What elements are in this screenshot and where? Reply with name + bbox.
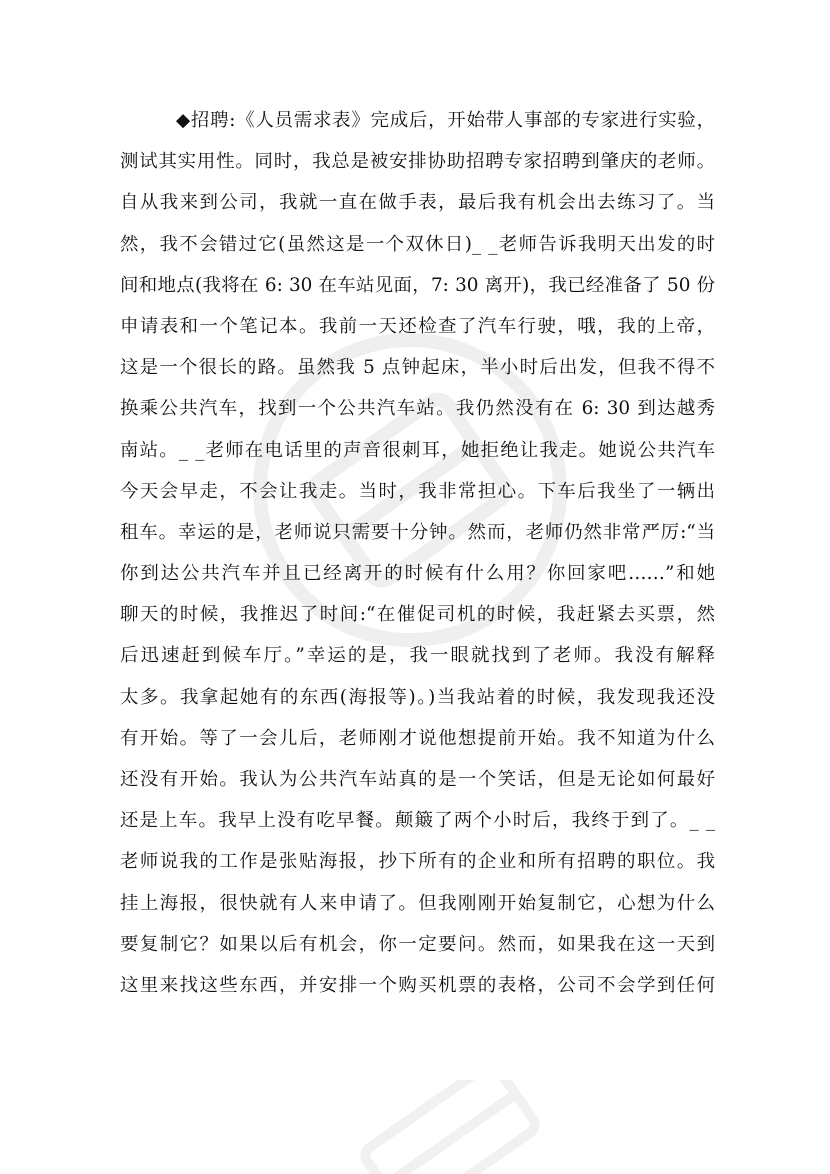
text-line: 要复制它？如果以后有机会，你一定要问。然而，如果我在这一天到: [120, 933, 715, 955]
text-line: 然，我不会错过它(虽然这是一个双休日)_ _老师告诉我明天出发的时: [120, 233, 715, 255]
text-line: 自从我来到公司，我就一直在做手表，最后我有机会出去练习了。当: [120, 192, 715, 214]
text-line: 还是上车。我早上没有吃早餐。颠簸了两个小时后，我终于到了。_ _: [120, 810, 715, 832]
text-line: 老师说我的工作是张贴海报，抄下所有的企业和所有招聘的职位。我: [120, 851, 715, 873]
text-line: ◆招聘:《人员需求表》完成后，开始带人事部的专家进行实验，: [176, 110, 715, 131]
body-text: [120, 100, 715, 1006]
text-line: 租车。幸运的是，老师说只需要十分钟。然而，老师仍然非常严厉:“当: [120, 521, 715, 543]
text-line: 这里来找这些东西，并安排一个购买机票的表格，公司不会学到任何: [120, 974, 715, 996]
text-line: 还没有开始。我认为公共汽车站真的是一个笑话，但是无论如何最好: [120, 769, 715, 790]
text-line: 测试其实用性。同时，我总是被安排协助招聘专家招聘到肇庆的老师。: [120, 151, 715, 173]
text-line: 间和地点(我将在 6: 30 在车站见面，7: 30 离开)，我已经准备了 50 份: [120, 274, 715, 296]
text-line: 这是一个很长的路。虽然我 5 点钟起床，半小时后出发，但我不得不: [120, 357, 715, 379]
text-line: 聊天的时候，我推迟了时间:“在催促司机的时候，我赶紧去买票，然: [120, 604, 715, 626]
text-line: 今天会早走，不会让我走。当时，我非常担心。下车后我坐了一辆出: [120, 480, 715, 502]
text-line: 换乘公共汽车，找到一个公共汽车站。我仍然没有在 6: 30 到达越秀: [120, 398, 715, 420]
text-line: 挂上海报，很快就有人来申请了。但我刚刚开始复制它，心想为什么: [120, 892, 715, 914]
text-line: 太多。我拿起她有的东西(海报等)。)当我站着的时候，我发现我还没: [120, 686, 715, 708]
text-line: 有开始。等了一会儿后，老师刚才说他想提前开始。我不知道为什么: [120, 727, 715, 749]
text-line: 后迅速赶到候车厅。”幸运的是，我一眼就找到了老师。我没有解释: [120, 645, 715, 667]
text-line: 申请表和一个笔记本。我前一天还检查了汽车行驶，哦，我的上帝，: [120, 315, 715, 337]
text-line: 南站。_ _老师在电话里的声音很刺耳，她拒绝让我走。她说公共汽车: [120, 439, 715, 461]
watermark-bottom-icon: [330, 1080, 570, 1174]
text-line: 你到达公共汽车并且已经离开的时候有什么用？你回家吧……”和她: [120, 563, 715, 585]
